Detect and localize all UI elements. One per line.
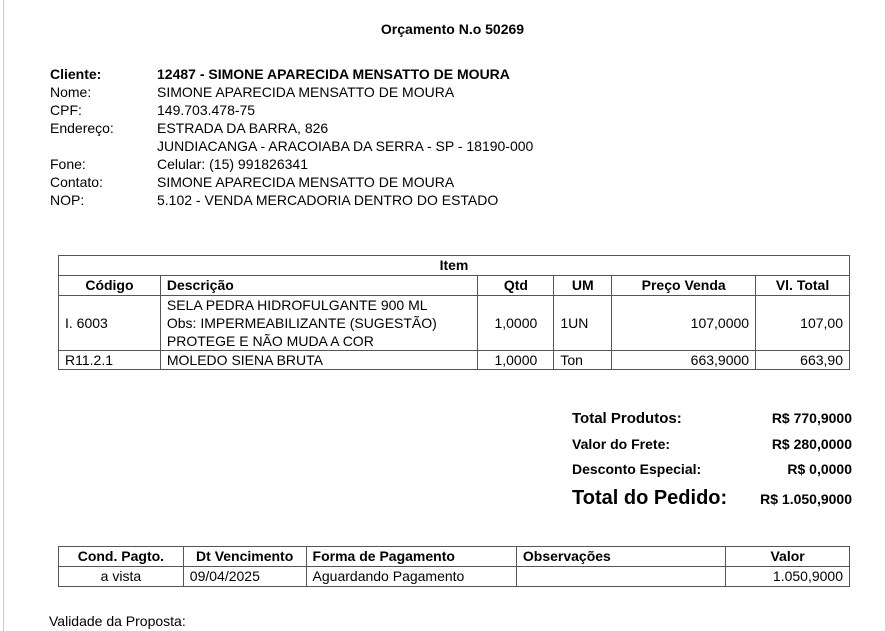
phone-label: Fone: [50,156,86,172]
header-observacoes: Observações [516,547,725,567]
address-label: Endereço: [50,120,114,136]
nop-value: 5.102 - VENDA MERCADORIA DENTRO DO ESTADO [157,192,499,208]
discount-value: R$ 0,0000 [787,461,852,477]
name-row [50,83,533,101]
freight-row [572,432,852,456]
item-description-line: Obs: IMPERMEABILIZANTE (SUGESTÃO) [166,315,437,331]
contact-value: SIMONE APARECIDA MENSATTO DE MOURA [157,174,455,190]
address-line-1: ESTRADA DA BARRA, 826 [157,120,329,136]
cpf-label: CPF: [50,102,82,118]
items-table [58,255,850,370]
header-dt-vencimento: Dt Vencimento [183,547,306,567]
item-code: R11.2.1 [59,351,161,370]
header-preco-venda: Preço Venda [612,276,756,296]
item-description [160,296,478,351]
item-code: I. 6003 [59,296,161,351]
header-vl-total: Vl. Total [756,276,850,296]
total-products-label: Total Produtos: [572,410,682,427]
document-title: Orçamento N.o 50269 [380,21,525,37]
validity-label: Validade da Proposta: [49,613,186,629]
header-codigo: Código [59,276,161,296]
item-price: 107,0000 [612,296,756,351]
contact-label: Contato: [50,174,103,190]
address-line-2: JUNDIACANGA - ARACOIABA DA SERRA - SP - 18190-000 [157,138,534,154]
nop-row [50,191,533,209]
header-descricao: Descrição [160,276,478,296]
item-price: 663,9000 [612,351,756,370]
address-spacer [50,137,157,155]
discount-row [572,456,852,482]
header-um: UM [554,276,612,296]
address-row-2 [50,137,533,155]
header-cond-pagto: Cond. Pagto. [59,547,184,567]
table-row [59,567,850,587]
nop-label: NOP: [50,192,85,208]
item-total: 107,00 [756,296,850,351]
freight-label: Valor do Frete: [572,436,671,452]
name-label: Nome: [50,84,92,100]
payment-method: Aguardando Pagamento [306,567,516,587]
item-unit: 1UN [554,296,612,351]
client-row [50,65,533,83]
item-description-line: MOLEDO SIENA BRUTA [166,352,323,368]
discount-label: Desconto Especial: [572,461,702,477]
header-valor: Valor [726,547,850,567]
contact-row [50,173,533,191]
total-products-value: R$ 770,9000 [771,410,852,426]
phone-value: Celular: (15) 991826341 [157,156,308,172]
order-total-value: R$ 1.050,9000 [760,491,852,507]
totals-block [572,405,852,514]
client-label: Cliente: [50,66,102,82]
header-qtd: Qtd [478,276,554,296]
order-total-row [572,482,852,514]
cpf-row [50,101,533,119]
order-total-label: Total do Pedido: [572,487,728,509]
payment-condition: a vista [59,567,184,587]
item-unit: Ton [554,351,612,370]
item-total: 663,90 [756,351,850,370]
name-value: SIMONE APARECIDA MENSATTO DE MOURA [157,84,455,100]
phone-row [50,155,533,173]
payment-due-date: 09/04/2025 [183,567,306,587]
payment-notes [516,567,725,587]
client-info-block [50,65,533,209]
items-section-title: Item [59,256,850,276]
address-row [50,119,533,137]
item-description-line: PROTEGE E NÃO MUDA A COR [166,333,374,349]
table-row [59,351,850,370]
page-left-border [3,0,4,631]
item-qty: 1,0000 [478,351,554,370]
item-description-line: SELA PEDRA HIDROFULGANTE 900 ML [166,297,428,313]
payment-header-row [59,547,850,567]
total-products-row [572,405,852,432]
item-qty: 1,0000 [478,296,554,351]
payment-table [58,546,850,587]
client-value: 12487 - SIMONE APARECIDA MENSATTO DE MOURA [157,66,510,82]
items-header-row [59,276,850,296]
freight-value: R$ 280,0000 [771,436,852,452]
payment-amount: 1.050,9000 [726,567,850,587]
cpf-value: 149.703.478-75 [157,102,256,118]
item-description [160,351,478,370]
header-forma-pagamento: Forma de Pagamento [306,547,516,567]
table-row [59,296,850,351]
